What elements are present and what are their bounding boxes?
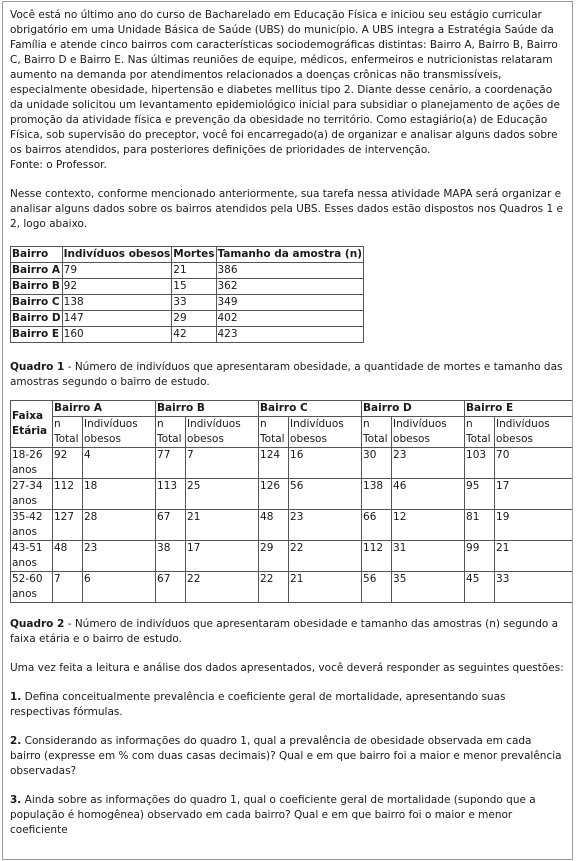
table1-cell: 402 (216, 311, 364, 327)
question-1 (10, 690, 565, 720)
table2-cell: 7 (53, 572, 83, 603)
table1-cell: 79 (62, 263, 172, 279)
table1-cell: 92 (62, 279, 172, 295)
table2-group-header: Bairro B (156, 401, 259, 417)
table2-cell: 23 (392, 448, 465, 479)
table1-cell: 33 (172, 295, 216, 311)
table2-cell: 127 (53, 510, 83, 541)
table2-age-cell: 18-26 anos (11, 448, 53, 479)
table-row (11, 263, 364, 279)
question-3 (10, 793, 565, 838)
table2-cell: 92 (53, 448, 83, 479)
table2-age-cell: 43-51 anos (11, 541, 53, 572)
table2-cell: 31 (392, 541, 465, 572)
table2-cell: 138 (362, 479, 392, 510)
table2-age-header: Faixa Etária (11, 401, 53, 448)
table2-cell: 38 (156, 541, 186, 572)
table-quadro-2 (10, 400, 573, 603)
table-row (11, 572, 573, 603)
table1-header-cell: Tamanho da amostra (n) (216, 247, 364, 263)
table1-cell: 160 (62, 327, 172, 343)
table2-cell: 99 (465, 541, 495, 572)
table1-cell-bairro: Bairro D (11, 311, 63, 327)
table2-cell: 56 (289, 479, 362, 510)
table2-cell: 6 (83, 572, 156, 603)
table2-cell: 124 (259, 448, 289, 479)
table2-cell: 77 (156, 448, 186, 479)
table2-cell: 16 (289, 448, 362, 479)
table2-sub-header-n: n Total (362, 417, 392, 448)
table-quadro-1 (10, 246, 364, 343)
table2-age-cell: 52-60 anos (11, 572, 53, 603)
quadro-1-caption (10, 360, 565, 390)
table2-sub-header-obesos: Indivíduos obesos (392, 417, 465, 448)
table2-sub-header-row (11, 417, 573, 448)
table2-sub-header-obesos: Indivíduos obesos (83, 417, 156, 448)
table1-cell: 147 (62, 311, 172, 327)
table2-cell: 21 (186, 510, 259, 541)
question-2 (10, 734, 565, 779)
table2-cell: 22 (259, 572, 289, 603)
instructions-text: Uma vez feita a leitura e análise dos dados apresentados, você deverá responder as seguintes questões: (10, 662, 564, 674)
document-content (3, 2, 572, 838)
table1-cell-bairro: Bairro C (11, 295, 63, 311)
table2-cell: 113 (156, 479, 186, 510)
table2-cell: 112 (362, 541, 392, 572)
table2-cell: 21 (289, 572, 362, 603)
source-text: Fonte: o Professor. (10, 159, 107, 171)
table2-group-header: Bairro E (465, 401, 573, 417)
document-frame (2, 1, 573, 860)
table2-cell: 23 (289, 510, 362, 541)
table2-cell: 66 (362, 510, 392, 541)
table2-cell: 12 (392, 510, 465, 541)
table1-cell: 21 (172, 263, 216, 279)
table1-cell-bairro: Bairro B (11, 279, 63, 295)
quadro-1-caption-text: - Número de indivíduos que apresentaram obesidade, a quantidade de mortes e tamanho das amostras segundo o bairro de estudo. (10, 361, 563, 388)
table2-cell: 112 (53, 479, 83, 510)
table2-cell: 25 (186, 479, 259, 510)
table2-sub-header-obesos: Indivíduos obesos (495, 417, 573, 448)
table1-header-cell: Bairro (11, 247, 63, 263)
table2-cell: 103 (465, 448, 495, 479)
table2-cell: 67 (156, 572, 186, 603)
table1-cell: 423 (216, 327, 364, 343)
table2-cell: 30 (362, 448, 392, 479)
table2-cell: 17 (186, 541, 259, 572)
table2-group-header: Bairro A (53, 401, 156, 417)
question-number: 3. (10, 794, 22, 806)
table2-cell: 4 (83, 448, 156, 479)
table2-cell: 126 (259, 479, 289, 510)
question-text: Considerando as informações do quadro 1, qual a prevalência de obesidade observada em cada bairro (expresse em % com duas casas decimais)? Qual e em que bairro foi a maior e menor prevalência observadas? (10, 735, 562, 777)
table2-sub-header-n: n Total (259, 417, 289, 448)
table2-sub-header-n: n Total (465, 417, 495, 448)
table1-cell: 386 (216, 263, 364, 279)
table-row (11, 448, 573, 479)
table-row (11, 541, 573, 572)
table2-sub-header-obesos: Indivíduos obesos (186, 417, 259, 448)
table2-cell: 70 (495, 448, 573, 479)
table2-group-header-row (11, 401, 573, 417)
question-text: Defina conceitualmente prevalência e coeficiente geral de mortalidade, apresentando suas respectivas fórmulas. (10, 691, 506, 718)
question-text: Ainda sobre as informações do quadro 1, qual o coeficiente geral de mortalidade (supondo que a população é homogênea) observado em cada bairro? Qual e em que bairro foi o maior e menor coeficiente (10, 794, 536, 836)
table2-cell: 46 (392, 479, 465, 510)
table-row (11, 479, 573, 510)
table2-sub-header-n: n Total (156, 417, 186, 448)
table2-cell: 33 (495, 572, 573, 603)
table2-cell: 56 (362, 572, 392, 603)
table-row (11, 510, 573, 541)
table2-cell: 95 (465, 479, 495, 510)
table2-group-header: Bairro D (362, 401, 465, 417)
quadro-2-caption (10, 617, 565, 647)
quadro-2-caption-text: - Número de indivíduos que apresentaram obesidade e tamanho das amostras (n) segundo a faixa etária e o bairro de estudo. (10, 618, 559, 645)
context-paragraph: Nesse contexto, conforme mencionado anteriormente, sua tarefa nessa atividade MAPA será organizar e analisar alguns dados sobre os bairros atendidos pela UBS. Esses dados estão dispostos nos Quadros 1 e 2, logo abaixo. (10, 188, 563, 230)
table1-header-cell: Mortes (172, 247, 216, 263)
table2-age-cell: 27-34 anos (11, 479, 53, 510)
table2-cell: 22 (186, 572, 259, 603)
table2-cell: 48 (259, 510, 289, 541)
table-row (11, 295, 364, 311)
table2-cell: 7 (186, 448, 259, 479)
question-number: 2. (10, 735, 22, 747)
table2-sub-header-obesos: Indivíduos obesos (289, 417, 362, 448)
table2-cell: 28 (83, 510, 156, 541)
table1-cell-bairro: Bairro A (11, 263, 63, 279)
table-row (11, 279, 364, 295)
table2-cell: 19 (495, 510, 573, 541)
table1-cell: 29 (172, 311, 216, 327)
table2-cell: 18 (83, 479, 156, 510)
table2-cell: 67 (156, 510, 186, 541)
table2-cell: 48 (53, 541, 83, 572)
quadro-2-label: Quadro 2 (10, 618, 65, 630)
table-row (11, 327, 364, 343)
table2-cell: 22 (289, 541, 362, 572)
table1-cell: 15 (172, 279, 216, 295)
table2-age-cell: 35-42 anos (11, 510, 53, 541)
table1-cell: 138 (62, 295, 172, 311)
table2-cell: 45 (465, 572, 495, 603)
question-number: 1. (10, 691, 22, 703)
table1-header-cell: Indivíduos obesos (62, 247, 172, 263)
table-row (11, 311, 364, 327)
table1-cell: 42 (172, 327, 216, 343)
table1-cell-bairro: Bairro E (11, 327, 63, 343)
quadro-1-label: Quadro 1 (10, 361, 65, 373)
table2-cell: 81 (465, 510, 495, 541)
table2-cell: 21 (495, 541, 573, 572)
table2-sub-header-n: n Total (53, 417, 83, 448)
table1-cell: 362 (216, 279, 364, 295)
table2-cell: 29 (259, 541, 289, 572)
table2-cell: 35 (392, 572, 465, 603)
table2-cell: 17 (495, 479, 573, 510)
table2-group-header: Bairro C (259, 401, 362, 417)
table1-cell: 349 (216, 295, 364, 311)
intro-paragraph (10, 8, 565, 173)
table1-header-row (11, 247, 364, 263)
table2-cell: 23 (83, 541, 156, 572)
intro-text: Você está no último ano do curso de Bacharelado em Educação Física e iniciou seu estágio curricular obrigatório em uma Unidade Básica de Saúde (UBS) do município. A UBS integra a Estratégia Saúde da Família e atende cinco bairros com características sociodemográficas distintas: Bairro A, Bairro B, Bairro C, Bairro D e Bairro E. Nas últimas reuniões de equipe, médicos, enfermeiros e nutricionistas relataram aumento na demanda por atendimentos relacionados a doenças crônicas não transmissíveis, especialmente obesidade, hipertensão e diabetes mellitus tipo 2. Diante desse cenário, a coordenação da unidade solicitou um levantamento epidemiológico inicial para subsidiar o planejamento de ações de promoção da atividade física e prevenção da obesidade no território. Como estagiário(a) de Educação Física, sob supervisão do preceptor, você foi encarregado(a) de organizar e analisar alguns dados sobre os bairros atendidos, para posteriores definições de prioridades de intervenção. (10, 9, 560, 156)
